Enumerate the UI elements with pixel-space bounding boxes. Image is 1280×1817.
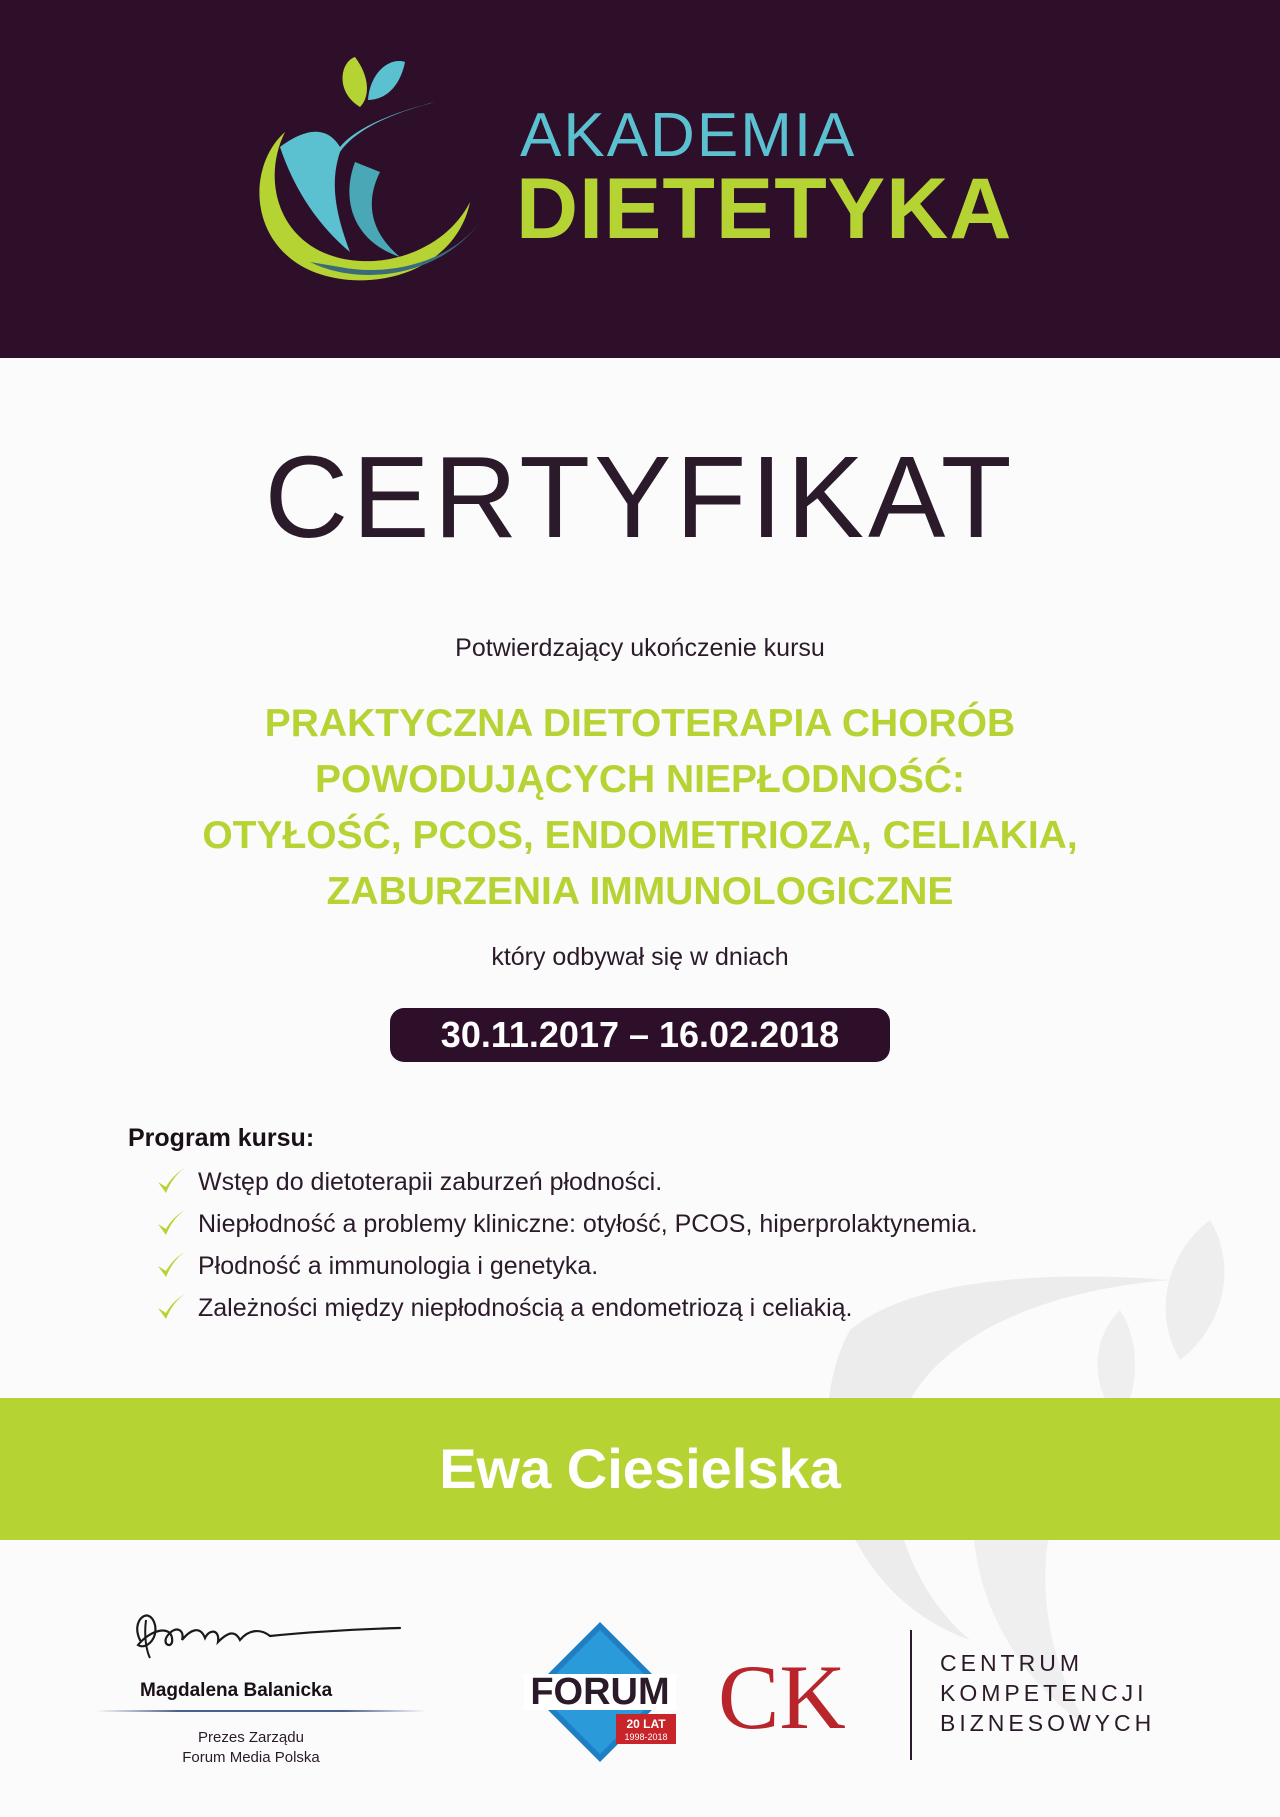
program-item xyxy=(154,1203,1128,1245)
ck-name-line: CENTRUM xyxy=(940,1650,1083,1676)
program-list xyxy=(128,1161,1128,1329)
brand-name-line2: DIETETYKA xyxy=(516,161,1013,257)
course-title-line: OTYŁOŚĆ, PCOS, ENDOMETRIOZA, CELIAKIA, xyxy=(202,814,1078,857)
program-item-text: Zależności między niepłodnością a endometriozą i celiakią. xyxy=(198,1293,853,1322)
program-item xyxy=(154,1245,1128,1287)
course-title-line: POWODUJĄCYCH NIEPŁODNOŚĆ: xyxy=(314,758,966,801)
checkmark-icon xyxy=(154,1207,188,1241)
dates-intro-text: który odbywał się w dniach xyxy=(491,943,789,971)
signer-name: Magdalena Balanicka xyxy=(140,1680,333,1701)
signer-role-line: Prezes Zarządu xyxy=(198,1729,304,1746)
signature-block xyxy=(96,1600,426,1780)
recipient-band xyxy=(0,1398,1280,1540)
forum-badge-range: 1998-2018 xyxy=(624,1732,668,1742)
checkmark-icon xyxy=(154,1291,188,1325)
logo-divider xyxy=(910,1630,912,1760)
course-title-line: ZABURZENIA IMMUNOLOGICZNE xyxy=(326,870,954,913)
ck-name-line: KOMPETENCJI xyxy=(940,1680,1148,1706)
confirmation-text: Potwierdzający ukończenie kursu xyxy=(455,634,825,662)
forum-badge-years: 20 LAT xyxy=(626,1717,666,1731)
checkmark-icon xyxy=(154,1249,188,1283)
course-title xyxy=(80,696,1200,920)
recipient-name: Ewa Ciesielska xyxy=(439,1437,841,1500)
forum-logo xyxy=(520,1620,680,1772)
ck-logo-letters: CK xyxy=(718,1648,846,1748)
ck-logo xyxy=(718,1648,878,1748)
header-banner xyxy=(0,0,1280,358)
ck-name-line: BIZNESOWYCH xyxy=(940,1710,1156,1736)
handwritten-signature xyxy=(110,1600,410,1660)
signer-role-line: Forum Media Polska xyxy=(182,1749,320,1766)
checkmark-icon xyxy=(154,1165,188,1199)
brand-name-line1: AKADEMIA xyxy=(520,101,857,170)
program-item-text: Wstęp do dietoterapii zaburzeń płodności. xyxy=(198,1167,663,1196)
certificate-title: CERTYFIKAT xyxy=(264,432,1016,562)
ck-company-name xyxy=(940,1648,1155,1738)
program-item xyxy=(154,1287,1128,1329)
signer-role xyxy=(96,1728,406,1768)
forum-logo-text: FORUM xyxy=(530,1671,670,1713)
course-title-line: PRAKTYCZNA DIETOTERAPIA CHORÓB xyxy=(264,702,1016,745)
program-section xyxy=(128,1124,1128,1329)
leaf-figure-logo-icon xyxy=(240,52,500,302)
course-dates-badge: 30.11.2017 – 16.02.2018 xyxy=(390,1008,890,1062)
program-heading: Program kursu: xyxy=(128,1124,315,1152)
program-item-text: Niepłodność a problemy kliniczne: otyłość, PCOS, hiperprolaktynemia. xyxy=(198,1209,978,1238)
signature-line xyxy=(96,1710,426,1712)
program-item xyxy=(154,1161,1128,1203)
program-item-text: Płodność a immunologia i genetyka. xyxy=(198,1251,599,1280)
